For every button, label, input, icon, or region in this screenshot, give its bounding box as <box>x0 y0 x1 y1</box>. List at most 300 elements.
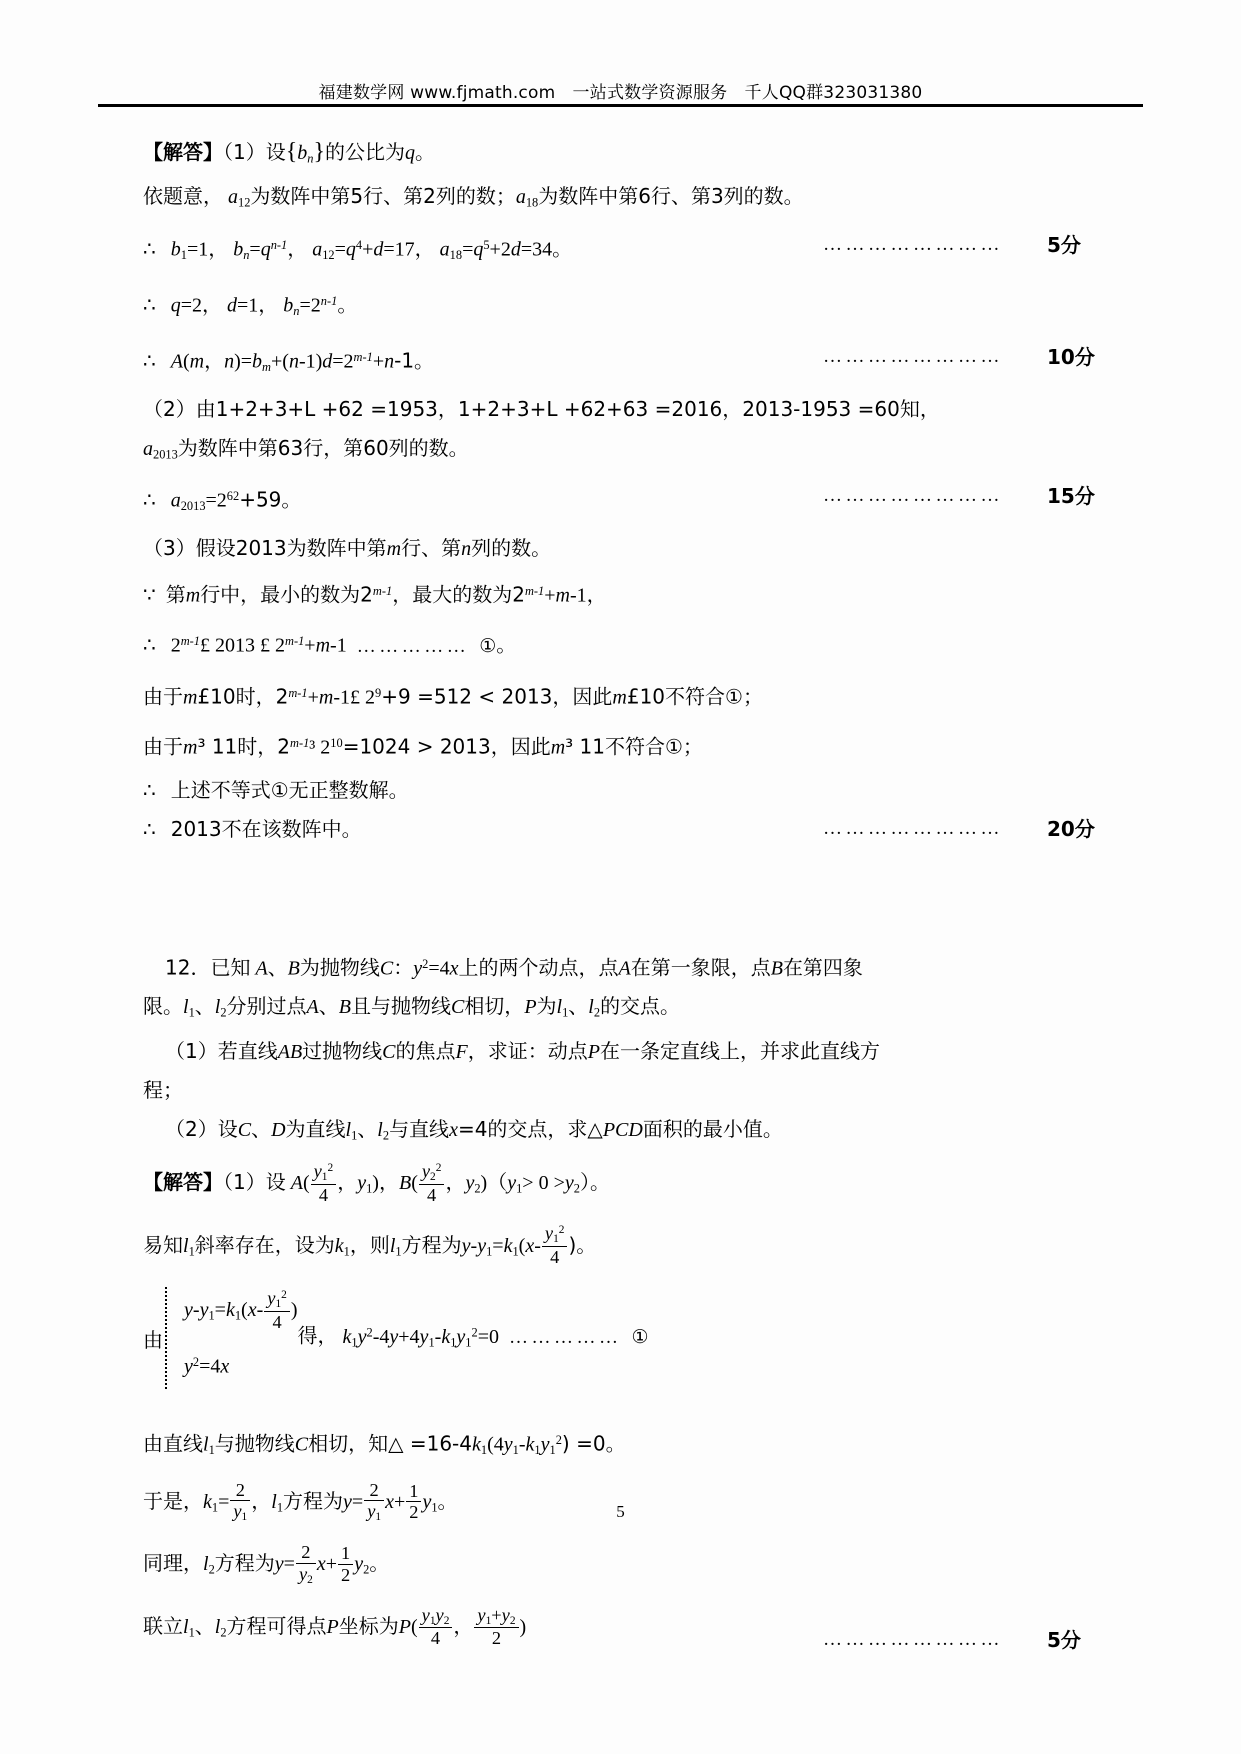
curve-C-4: C <box>294 1433 309 1456</box>
paren-open-3: ( <box>411 1172 418 1195</box>
frac4-num-sup: 2 <box>281 1288 287 1301</box>
plus-4: + <box>372 350 385 373</box>
solution11-line-6 <box>143 390 1103 429</box>
coordinate-text: 坐标为 <box>338 1613 399 1638</box>
intersection-text: 的交点。 <box>600 994 681 1019</box>
frac2-num-y: y <box>421 1160 431 1181</box>
ineq-exp-1: m-1 <box>180 634 201 649</box>
line-l1-1: l <box>183 996 189 1019</box>
leader-dots-inline-1: …………… <box>356 635 470 657</box>
res-y1: y <box>419 1325 429 1348</box>
leader-dots-5: …………………… <box>823 1628 1003 1650</box>
fraction-y1sq-over-4-b <box>542 1223 568 1269</box>
paren-open-2: ( <box>302 1172 310 1195</box>
res-y-2: y <box>389 1325 399 1348</box>
line-l1-3: l <box>345 1118 352 1141</box>
fixed-line-text: 在一条定直线上，并求此直线方 <box>599 1038 880 1063</box>
triangle-PCD: PCD <box>602 1118 643 1141</box>
A-func: A <box>170 350 183 373</box>
plus-2: +2 <box>489 238 511 261</box>
dun-7: 、 <box>194 1613 215 1638</box>
minus-6: -4 <box>372 1325 390 1348</box>
line-l2-sub-1: 2 <box>220 1005 227 1020</box>
paren-close-8: ) <box>519 1615 527 1638</box>
line-l2-sub-3: 2 <box>382 1128 390 1143</box>
q-exp-1: n-1 <box>270 237 288 252</box>
frac8-den-sub: 2 <box>307 1574 313 1587</box>
obtain-text: 得， <box>297 1323 338 1348</box>
therefore-symbol-7: ∴ <box>143 818 156 841</box>
q-exp-2: 4 <box>355 237 363 252</box>
point-A-2: A <box>618 957 631 980</box>
eq-sign-6: = <box>492 1234 504 1257</box>
plus-1: + <box>362 238 374 261</box>
frac9-num: 1 <box>340 1543 351 1564</box>
eq-sign-2: = <box>334 238 346 261</box>
a12-base: a <box>228 186 238 209</box>
no-integer-solution-text: 上述不等式①无正整数解。 <box>170 777 409 802</box>
m-var-5: m <box>315 634 331 657</box>
solution11-line-13 <box>143 720 1103 770</box>
q-var-2: q <box>170 294 181 317</box>
res-k1-b-sub: 1 <box>450 1335 457 1350</box>
eq-sign-8: = <box>218 1491 230 1513</box>
paren-close-4: ）。 <box>579 1170 610 1195</box>
minus-7: - <box>434 1325 442 1348</box>
plus-3: +( <box>270 350 289 373</box>
line-l1-2: l <box>556 996 563 1019</box>
page-number: 5 <box>616 1502 625 1521</box>
d-var-1: d <box>373 238 384 261</box>
sys-x-2: x <box>220 1355 230 1377</box>
case2-mid: ³ 2 <box>309 736 331 759</box>
frac4-den: 4 <box>264 1311 290 1334</box>
a18-base: a <box>515 186 526 209</box>
frac9-den: 2 <box>338 1564 353 1587</box>
sys-y1-sub: 1 <box>208 1308 215 1323</box>
frac4-num-y: y <box>267 1287 276 1308</box>
score-marker-5b <box>823 1612 1103 1668</box>
eq-sign-4: = <box>240 350 253 373</box>
y2-var-1: y <box>465 1172 475 1195</box>
n-var-1: n <box>224 350 235 373</box>
page-footer <box>0 1502 1241 1522</box>
solution12-system-line <box>143 1279 1103 1417</box>
plus-7: + <box>307 686 319 709</box>
score-marker-20 <box>823 810 1103 848</box>
solution11-line-14 <box>143 771 1103 810</box>
disc-k1: k <box>472 1433 481 1456</box>
frac8-den-y: y <box>298 1563 308 1584</box>
n-var-3: n <box>384 350 395 373</box>
m-var-7: m <box>318 686 334 709</box>
frac3-num-sup: 2 <box>558 1224 565 1237</box>
easy-know-text: 易知 <box>143 1232 183 1257</box>
score-value-10: 10分 <box>1047 344 1095 369</box>
eq-4x-2: =4 <box>199 1355 221 1377</box>
case1-exp-1: m-1 <box>288 685 308 700</box>
therefore-symbol-1: ∴ <box>143 238 156 261</box>
disc-k1-b-sub: 1 <box>534 1443 541 1457</box>
leader-dots-3: …………………… <box>823 485 1003 507</box>
m-var-10: m <box>550 736 566 759</box>
a18b-base: a <box>439 238 450 261</box>
leader-dots-inline-2: …………… <box>508 1326 622 1348</box>
page-header <box>0 78 1241 103</box>
k1-var-1: k <box>334 1234 344 1257</box>
sys-k1-sub: 1 <box>234 1308 242 1323</box>
get-point-text: 方程可得点 <box>226 1613 327 1638</box>
bn-formula: =2 <box>299 294 321 317</box>
solution12-line-4 <box>143 1417 1103 1473</box>
period-3: 。 <box>496 632 517 657</box>
equation-is-text-3: 方程为 <box>214 1551 275 1576</box>
solution11-line-9 <box>143 529 1103 568</box>
period-1: 。 <box>415 140 435 164</box>
frac10-num-y2: y <box>435 1604 444 1625</box>
d-var-3: d <box>227 294 238 317</box>
focus-text: 的焦点 <box>395 1038 456 1063</box>
a18b-sub: 18 <box>449 247 463 262</box>
period-4: 。 <box>437 1489 458 1513</box>
line-l1-sub-4: 1 <box>188 1244 195 1259</box>
ineq-tail: -1 <box>330 634 347 657</box>
system-rows <box>184 1287 298 1389</box>
leader-dots-2: …………………… <box>823 345 1003 367</box>
frac1-num-sub: 1 <box>321 1170 328 1183</box>
score-value-5b: 5分 <box>1047 1627 1081 1652</box>
system-row-1 <box>184 1287 298 1338</box>
y-var-3: y <box>343 1491 352 1513</box>
max-exp: m-1 <box>524 584 545 599</box>
a12b-base: a <box>312 238 323 261</box>
res-y1-b: y <box>456 1325 466 1348</box>
disc-k1-sub: 1 <box>480 1443 488 1457</box>
comma-2: ， <box>204 350 225 373</box>
curve-C-1: C <box>379 957 394 980</box>
plus-10: + <box>325 1553 337 1576</box>
col-text-1: 列的数。 <box>471 536 552 561</box>
part1-prefix: （1）若直线 <box>165 1038 278 1063</box>
max-tail: -1， <box>569 584 607 607</box>
line-l2-sub-2: 2 <box>593 1005 601 1020</box>
part2-sum-line: （2）由1+2+3+L +62 =1953，1+2+3+L +62+63 =2016，2013-1953 =60知， <box>143 396 940 421</box>
frac3-num-sub: 1 <box>553 1233 559 1246</box>
line-l1-8: l <box>183 1615 189 1638</box>
a2013b-base: a <box>170 489 181 512</box>
frac5-den-sub: 1 <box>241 1511 248 1524</box>
case2-exp-1: m-1 <box>290 736 310 751</box>
bn3-sub: n <box>293 303 300 318</box>
thus-text: 于是， <box>143 1489 203 1513</box>
solution11-line-7 <box>143 429 1103 473</box>
line-l1-5: l <box>389 1234 396 1257</box>
a2013-eq: =2 <box>205 489 227 512</box>
fraction-y1y2-over-4 <box>419 1605 453 1651</box>
paren-open-4: （ <box>487 1170 508 1195</box>
a12-result: =17， <box>383 238 435 261</box>
sys-k1: k <box>225 1299 235 1322</box>
quadrant1-text: 在第一象限，点 <box>630 955 771 980</box>
frac10-num-y1-sub: 1 <box>429 1614 436 1627</box>
m-var-8: m <box>612 686 627 709</box>
Amn-exp: m-1 <box>353 349 373 364</box>
eq-4x-1: =4 <box>428 957 450 980</box>
solution12-line-6 <box>143 1535 1103 1597</box>
ineq-middle: £ 2013 £ 2 <box>200 634 286 657</box>
answer-label: 【解答】 <box>143 140 223 164</box>
plus-5: + <box>544 584 556 607</box>
q-exp-3: 5 <box>483 237 490 252</box>
disc-y1-sub: 1 <box>512 1443 519 1457</box>
segment-AB: AB <box>277 1040 303 1063</box>
therefore-symbol-5: ∴ <box>143 634 156 657</box>
y-var-2: y <box>461 1234 471 1257</box>
leader-dots-1: …………………… <box>823 233 1003 255</box>
frac11-plus: + <box>491 1604 502 1625</box>
by-line-text: 由直线 <box>143 1431 203 1456</box>
comma-4: ， <box>378 1170 399 1195</box>
prove-text: ，求证：动点 <box>467 1038 588 1063</box>
header-site-text: 福建数学网 www.fjmath.com 一站式数学资源服务 千人QQ群323031380 <box>318 83 923 103</box>
y1-sub-1: 1 <box>366 1181 373 1196</box>
point-B-1: B <box>287 957 300 980</box>
min-area-text: 面积的最小值。 <box>642 1116 783 1141</box>
sys-y-exp: 2 <box>192 1354 200 1369</box>
res-y: y <box>357 1325 367 1348</box>
frac6-den-y: y <box>367 1501 376 1522</box>
equation-text: 程； <box>143 1077 183 1102</box>
combine-text: 联立 <box>143 1613 183 1638</box>
m-var-6: m <box>183 686 198 709</box>
period-5: 。 <box>369 1551 390 1576</box>
solution11-line-8 <box>143 473 1103 529</box>
eq-sign-5: =2 <box>332 350 354 373</box>
a12-sub: 12 <box>238 195 251 210</box>
comma-5: ， <box>445 1170 466 1195</box>
equation-is-text-2: 方程为 <box>283 1489 344 1513</box>
solution11-line-10 <box>143 568 1103 618</box>
header-divider-rule <box>98 104 1143 107</box>
equation-is-text: 方程为 <box>401 1232 462 1257</box>
line-l2-2: l <box>588 996 594 1019</box>
frac3-den: 4 <box>542 1246 568 1269</box>
frac11-num-y2-sub: 2 <box>509 1614 516 1627</box>
y2-sub-3: 2 <box>363 1562 370 1577</box>
score-value-5: 5分 <box>1047 232 1081 257</box>
q-base-1: q <box>260 238 271 261</box>
row63-col60-text: 为数阵中第63行，第60列的数。 <box>177 435 469 460</box>
limit-text: 限。 <box>143 994 183 1019</box>
sys-y-1: y <box>184 1299 193 1322</box>
slope-exists-text: 斜率存在，设为 <box>194 1232 335 1257</box>
then-text: ，则 <box>349 1232 390 1257</box>
through-text: 分别过点 <box>226 994 307 1019</box>
because-symbol-1: ∵ <box>143 584 156 607</box>
line-l1-sub-8: 1 <box>188 1625 195 1640</box>
eq-sign-7: = <box>214 1299 226 1322</box>
k1-var-3: k <box>203 1491 212 1513</box>
frac11-den: 2 <box>474 1627 518 1650</box>
frac6-den-sub: 1 <box>375 1511 382 1524</box>
plus-9: + <box>393 1491 406 1513</box>
point-A-3: A <box>306 996 319 1019</box>
k1-var-2: k <box>503 1234 513 1257</box>
bm-sub: m <box>262 359 271 374</box>
row5-col2-text: 为数阵中第5行、第2列的数； <box>250 184 516 209</box>
solution12-line-1 <box>143 1154 1103 1216</box>
solution11-line-3 <box>143 222 1103 278</box>
tangent-text-1: 且与抛物线 <box>350 994 451 1019</box>
part3-assume-text: （3）假设2013为数阵中第 <box>143 536 387 561</box>
res-y1-sub: 1 <box>428 1335 435 1350</box>
point-B-2: B <box>770 957 783 980</box>
paren-open-8: ( <box>410 1615 418 1638</box>
point-A-1: A <box>255 957 268 980</box>
solution12-line-2 <box>143 1217 1103 1279</box>
system-row-2 <box>184 1339 298 1389</box>
tangent-text-2: 相切， <box>464 994 525 1019</box>
solution11-line-2 <box>143 177 1103 221</box>
case1-result: +9 =512 < 2013，因此 <box>381 684 613 709</box>
frac1-num-y: y <box>313 1160 322 1181</box>
d-value: =1， <box>237 294 279 317</box>
frac2-den: 4 <box>419 1184 445 1207</box>
dun-1: 、 <box>267 955 288 980</box>
k1-sub-1: 1 <box>343 1244 350 1259</box>
line-l2-1: l <box>214 996 221 1019</box>
frac10-num-y1: y <box>421 1604 430 1625</box>
q-base-3: q <box>473 238 484 261</box>
through-parabola-text: 过抛物线 <box>302 1038 383 1063</box>
y1-var-4: y <box>422 1491 432 1513</box>
line-l1-sub-5: 1 <box>395 1244 402 1259</box>
two-points-text: 上的两个动点，点 <box>458 955 619 980</box>
b1-base: b <box>170 238 181 261</box>
for-lines-text: 为直线 <box>285 1116 346 1141</box>
m-var-2: m <box>386 538 402 561</box>
point-P-3: P <box>326 1615 339 1638</box>
dun-2: 、 <box>194 994 215 1019</box>
line-l1-4: l <box>183 1234 189 1257</box>
paren-close-6: ) <box>290 1299 298 1322</box>
bm-base: b <box>252 350 263 373</box>
document-body <box>143 133 1103 1660</box>
frac11-num-y1: y <box>477 1604 486 1625</box>
line-l1-sub-7: 1 <box>276 1500 284 1515</box>
m-var-1: m <box>189 350 205 373</box>
min-value-text: 行中，最小的数为2 <box>200 582 373 607</box>
res-y1-b-sub: 1 <box>465 1335 472 1350</box>
leader-dots-4: …………………… <box>823 817 1003 839</box>
case2-exp-2: 10 <box>330 736 343 751</box>
solution11-line-4 <box>143 278 1103 334</box>
similarly-text: 同理， <box>143 1551 203 1576</box>
paren-open-5: ( <box>518 1234 526 1257</box>
fraction-y1plusy2-over-2 <box>474 1605 518 1651</box>
res-k1: k <box>342 1325 352 1348</box>
therefore-symbol-2: ∴ <box>143 294 156 317</box>
final-conclusion-text: 2013不在该数阵中。 <box>170 816 362 841</box>
and-parabola-text: 与抛物线 <box>214 1431 295 1456</box>
b1-sub: 1 <box>180 247 187 262</box>
row6-col3-text: 为数阵中第6行、第3列的数。 <box>538 184 804 209</box>
plus-6: + <box>304 634 316 657</box>
line-l2-4: l <box>203 1553 209 1576</box>
curve-C-2: C <box>450 996 465 1019</box>
y-var-1: y <box>413 957 423 980</box>
disc-y1-b-sub: 1 <box>549 1443 556 1457</box>
line-l1-sub-2: 1 <box>562 1005 569 1020</box>
m-var-3: m <box>185 584 201 607</box>
part2-prefix: （2）设 <box>165 1116 238 1141</box>
solution11-line-12 <box>143 670 1103 720</box>
score-value-20: 20分 <box>1047 816 1095 841</box>
comma-7: ， <box>453 1613 474 1638</box>
frac5-num: 2 <box>235 1479 245 1500</box>
disc-y1: y <box>503 1433 513 1456</box>
paren-open-6: ( <box>241 1299 248 1322</box>
sys-y-2: y <box>184 1355 193 1377</box>
frac10-den: 4 <box>419 1627 453 1650</box>
eq-sign-1: = <box>249 238 261 261</box>
disc-y1-b-sup: 2 <box>555 1433 562 1448</box>
x-var-2: x <box>449 1118 458 1141</box>
case2-cond: ³ 11时，2 <box>197 734 291 759</box>
sys-x: x <box>247 1299 257 1322</box>
with-line-text: 与直线 <box>389 1116 450 1141</box>
dun-6: 、 <box>357 1116 378 1141</box>
a18-result: =34。 <box>520 238 573 261</box>
m-var-4: m <box>555 584 570 607</box>
n-var-4: n <box>461 538 472 561</box>
bn2-sub: n <box>243 247 250 262</box>
frac1-den: 4 <box>311 1184 337 1207</box>
paren-close-3: ) <box>480 1172 488 1195</box>
by-condition-text: 依题意， <box>143 184 223 209</box>
answer-label-2: 【解答】 <box>143 1170 223 1195</box>
frac5-den-y: y <box>233 1501 242 1522</box>
k1-sub-3: 1 <box>211 1500 219 1515</box>
d-var-4: d <box>322 350 333 373</box>
paren-close-1: ) <box>234 350 241 373</box>
res-y1-b-sup: 2 <box>471 1325 478 1340</box>
paren-close-2: ) <box>372 1172 379 1195</box>
score-value-15: 15分 <box>1047 484 1095 509</box>
y-exp-1: 2 <box>422 956 429 971</box>
row-prefix: 第 <box>165 582 186 607</box>
curve-C-3: C <box>382 1040 396 1063</box>
therefore-symbol-6: ∴ <box>143 779 156 802</box>
minus-8: - <box>518 1433 526 1456</box>
solution11-line-5 <box>143 334 1103 390</box>
y1-sub-4: 1 <box>431 1500 438 1515</box>
point-P-4: P <box>398 1615 411 1638</box>
problem12-part2-line <box>143 1110 1103 1154</box>
point-B-4: B <box>398 1172 412 1195</box>
eq-sign-9: = <box>351 1491 364 1513</box>
n-var-2: n <box>288 350 299 373</box>
y1-var-1: y <box>357 1172 367 1195</box>
a2013-base: a <box>143 437 153 460</box>
disc-y1-b: y <box>540 1433 550 1456</box>
frac11-num-y1-sub: 1 <box>485 1614 492 1627</box>
period-2: 。 <box>337 292 358 317</box>
ineq-exp-2: m-1 <box>285 634 305 649</box>
row-text-1: 行、第 <box>401 536 462 561</box>
bn-base: b <box>297 142 308 164</box>
minus-3: - <box>534 1234 541 1257</box>
